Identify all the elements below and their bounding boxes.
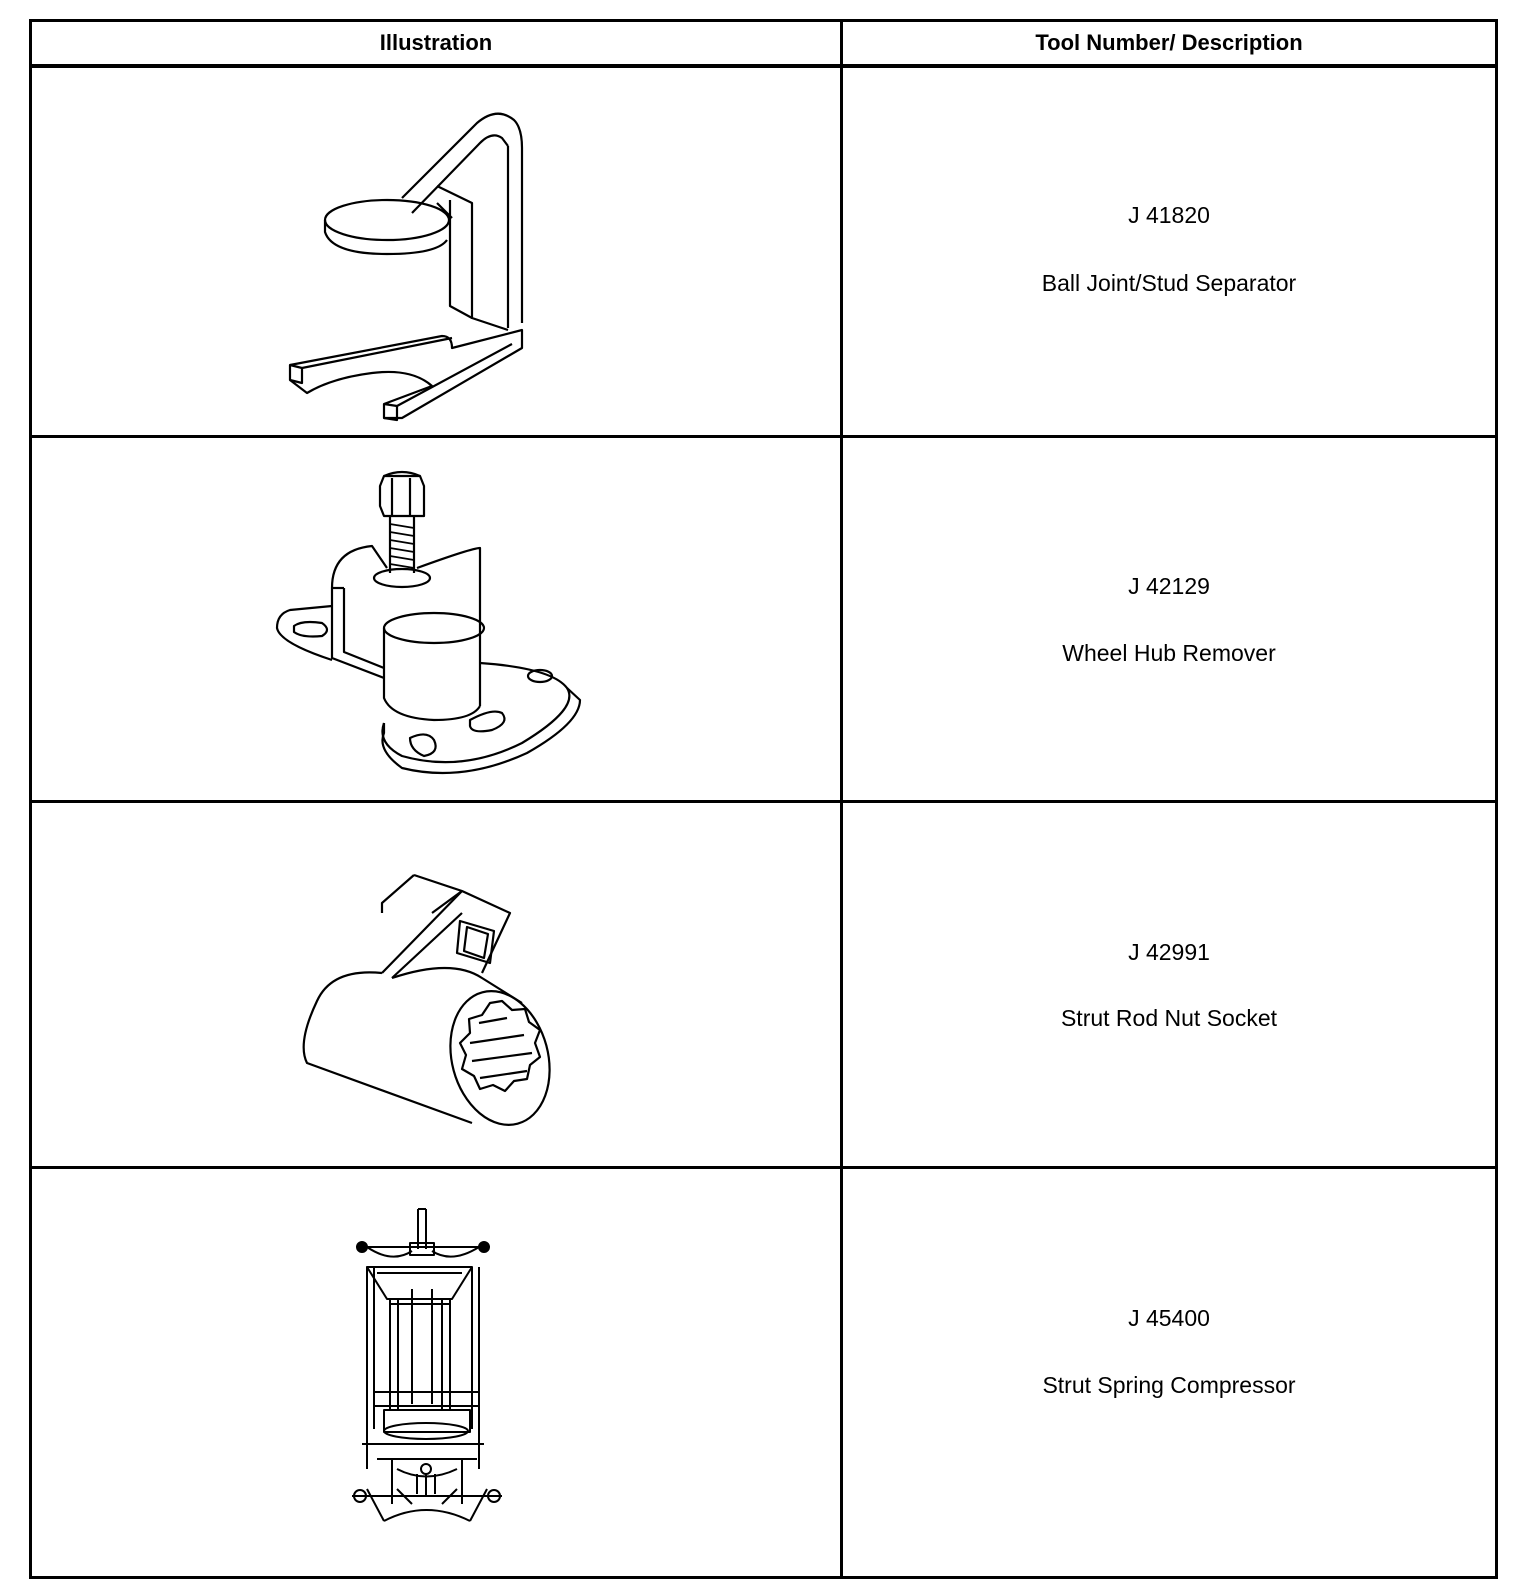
- table-row: [32, 435, 1495, 803]
- wheel-hub-remover-icon: [32, 438, 840, 803]
- header-tool-description: Tool Number/ Description: [1035, 30, 1303, 55]
- illustration-cell: [32, 438, 840, 803]
- illustration-cell: [32, 68, 840, 435]
- tool-number: J 41820: [1128, 202, 1210, 228]
- header-illustration: Illustration: [379, 30, 493, 55]
- description-cell: [843, 803, 1495, 1169]
- tool-table: [29, 19, 1498, 1579]
- table-header-row: [32, 22, 1495, 68]
- table-row: [32, 1166, 1495, 1579]
- tool-number: J 42129: [1128, 573, 1210, 599]
- description-cell: [843, 1169, 1495, 1579]
- tool-number: J 45400: [1128, 1305, 1210, 1331]
- illustration-cell: [32, 1169, 840, 1579]
- table-row: [32, 800, 1495, 1169]
- table-row: [32, 68, 1495, 435]
- tool-description: Ball Joint/Stud Separator: [1041, 270, 1297, 296]
- ball-joint-separator-icon: [32, 68, 840, 435]
- tool-description: Strut Rod Nut Socket: [1060, 1005, 1278, 1031]
- strut-spring-compressor-icon: [32, 1169, 840, 1579]
- strut-rod-nut-socket-icon: [32, 803, 840, 1169]
- tool-description: Wheel Hub Remover: [1062, 640, 1276, 666]
- description-cell: [843, 68, 1495, 435]
- tool-description: Strut Spring Compressor: [1042, 1372, 1296, 1398]
- tool-number: J 42991: [1128, 939, 1210, 965]
- description-cell: [843, 438, 1495, 803]
- illustration-cell: [32, 803, 840, 1169]
